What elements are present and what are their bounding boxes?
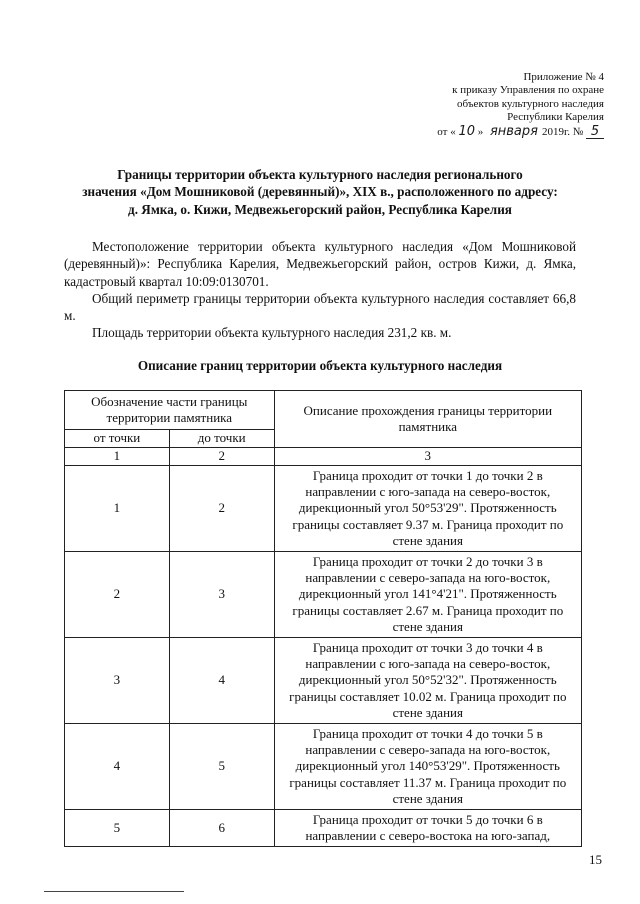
appendix-line-4: Республики Карелия — [507, 111, 604, 124]
description-cell: Граница проходит от точки 5 до точки 6 в направлении с северо-востока на юго-запад, — [274, 810, 581, 847]
description-cell: Граница проходит от точки 3 до точки 4 в направлении с юго-запада на северо-восток, дирекционный угол 50°52'32". Протяженность границы составляет 10.02 м. Граница проходит по стене здания — [274, 638, 581, 724]
title-line-3: д. Ямка, о. Кижи, Медвежьегорский район, Республика Карелия — [128, 201, 512, 217]
handwritten-order-number: 5 — [586, 126, 604, 139]
document-title — [40, 166, 600, 218]
handwritten-day: 10 — [458, 123, 475, 139]
perimeter-paragraph: Общий периметр границы территории объекта культурного наследия составляет 66,8 м. — [64, 290, 576, 324]
title-line-1: Границы территории объекта культурного наследия регионального — [117, 167, 523, 182]
to-point-cell: 4 — [169, 638, 274, 724]
table-title: Описание границ территории объекта культурного наследия — [137, 358, 503, 373]
from-point-cell: 2 — [65, 552, 170, 638]
boundary-table — [64, 390, 582, 847]
order-year: 2019г. № — [541, 125, 584, 138]
handwritten-month: января — [489, 123, 538, 139]
title-line-2: значения «Дом Мошниковой (деревянный)», XIX в., расположенного по адресу: — [82, 184, 558, 200]
table-row — [65, 466, 582, 552]
appendix-header — [344, 71, 604, 139]
footer-divider — [44, 891, 184, 892]
date-prefix: от « — [437, 125, 456, 138]
appendix-line-3: объектов культурного наследия — [457, 97, 604, 110]
date-quote-close: » — [477, 125, 486, 138]
from-point-cell: 5 — [65, 810, 170, 847]
to-point-cell: 3 — [169, 552, 274, 638]
column-number-1: 1 — [65, 448, 170, 466]
to-point-cell: 6 — [169, 810, 274, 847]
column-number-2: 2 — [169, 448, 274, 466]
table-row — [65, 810, 582, 847]
to-point-cell: 2 — [169, 466, 274, 552]
table-row — [65, 638, 582, 724]
description-cell: Граница проходит от точки 1 до точки 2 в направлении с юго-запада на северо-восток, дирекционный угол 50°53'29". Протяженность границы составляет 9.37 м. Граница проходит по стене здания — [274, 466, 581, 552]
appendix-line-2: к приказу Управления по охране — [452, 84, 604, 97]
column-number-3: 3 — [274, 448, 581, 466]
header-from-point: от точки — [65, 430, 170, 448]
header-boundary-part: Обозначение части границы территории памятника — [65, 391, 275, 430]
area-paragraph: Площадь территории объекта культурного наследия 231,2 кв. м. — [92, 325, 452, 341]
location-paragraph: Местоположение территории объекта культурного наследия «Дом Мошниковой (деревянный)»: Республика Карелия, Медвежьегорский район, остров Кижи, д. Ямка, кадастровый квартал 10:09:0130701. — [64, 239, 576, 289]
table-row — [65, 552, 582, 638]
header-to-point: до точки — [169, 430, 274, 448]
from-point-cell: 3 — [65, 638, 170, 724]
to-point-cell: 5 — [169, 724, 274, 810]
appendix-line-1: Приложение № 4 — [523, 71, 604, 83]
table-row — [65, 724, 582, 810]
header-description: Описание прохождения границы территории памятника — [274, 391, 581, 448]
order-date-line — [344, 125, 604, 139]
from-point-cell: 1 — [65, 466, 170, 552]
description-cell: Граница проходит от точки 4 до точки 5 в направлении с северо-запада на юго-восток, дирекционный угол 140°53'29". Протяженность границы составляет 11.37 м. Граница проходит по стене здания — [274, 724, 581, 810]
body-text — [64, 238, 576, 342]
page-number: 15 — [589, 852, 602, 867]
from-point-cell: 4 — [65, 724, 170, 810]
description-cell: Граница проходит от точки 2 до точки 3 в направлении с северо-запада на юго-восток, дирекционный угол 141°4'21". Протяженность границы составляет 2.67 м. Граница проходит по стене здания — [274, 552, 581, 638]
